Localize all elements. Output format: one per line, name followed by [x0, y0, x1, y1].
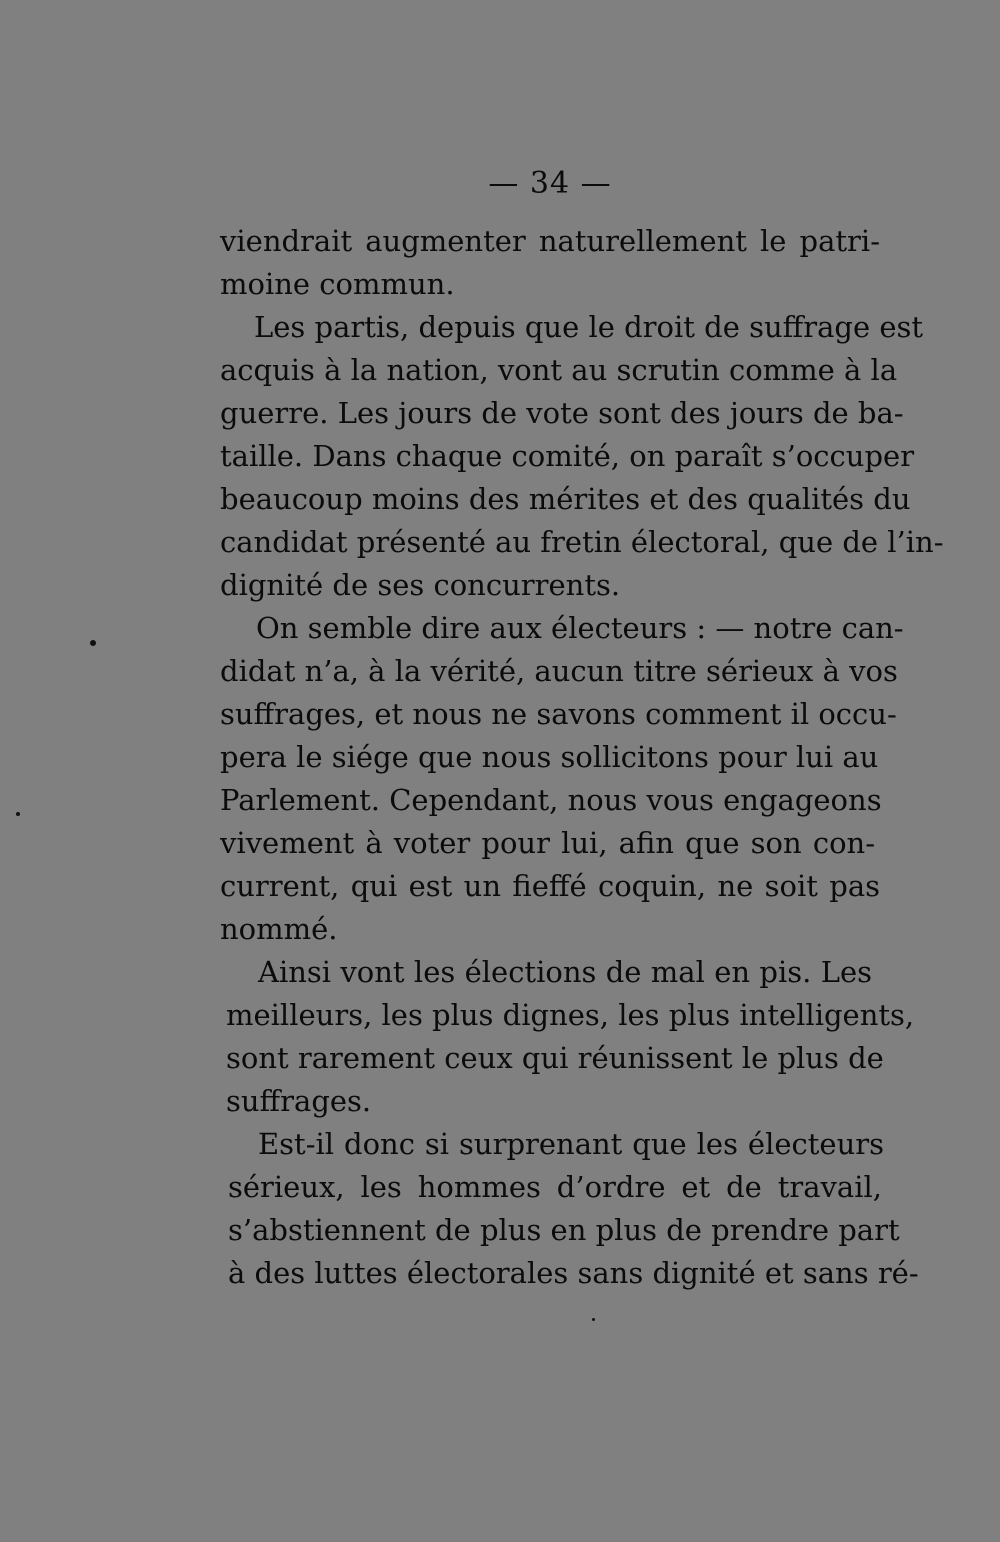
text-line: suffrages. — [226, 1084, 372, 1118]
text-line: moine commun. — [220, 267, 455, 301]
text-line: sérieux, les hommes d’ordre et de travail, — [228, 1170, 882, 1204]
ink-speck — [592, 1318, 595, 1321]
text-line: Les partis, depuis que le droit de suffrage est — [254, 310, 924, 344]
text-line: vivement à voter pour lui, afin que son con- — [220, 826, 875, 860]
text-line: On semble dire aux électeurs : — notre can- — [256, 611, 904, 645]
ink-speck — [16, 812, 20, 816]
text-line: acquis à la nation, vont au scrutin comme à la — [220, 353, 898, 387]
text-line: candidat présenté au fretin électoral, que de l’in- — [220, 525, 944, 559]
text-line: Parlement. Cependant, nous vous engageons — [220, 783, 882, 817]
text-line: taille. Dans chaque comité, on paraît s’occuper — [220, 439, 915, 473]
text-line: current, qui est un fieffé coquin, ne soit pas — [220, 869, 880, 903]
text-line: guerre. Les jours de vote sont des jours de ba- — [220, 396, 904, 430]
text-line: nommé. — [220, 912, 338, 946]
text-line: Ainsi vont les élections de mal en pis. Les — [258, 955, 872, 989]
text-line: beaucoup moins des mérites et des qualités du — [220, 482, 911, 516]
text-line: s’abstiennent de plus en plus de prendre part — [228, 1213, 900, 1247]
text-line: pera le siége que nous sollicitons pour lui au — [220, 740, 879, 774]
text-line: Est-il donc si surprenant que les électeurs — [258, 1127, 884, 1161]
text-line: sont rarement ceux qui réunissent le plus de — [226, 1041, 884, 1075]
ink-speck — [90, 640, 96, 646]
page-number: — 34 — — [488, 166, 612, 201]
text-line: viendrait augmenter naturellement le patri- — [220, 224, 880, 258]
text-line: suffrages, et nous ne savons comment il occu- — [220, 697, 897, 731]
text-line: à des luttes électorales sans dignité et sans ré- — [228, 1256, 919, 1290]
text-line: meilleurs, les plus dignes, les plus intelligents, — [226, 998, 915, 1032]
text-line: didat n’a, à la vérité, aucun titre sérieux à vos — [220, 654, 898, 688]
text-line: dignité de ses concurrents. — [220, 568, 621, 602]
